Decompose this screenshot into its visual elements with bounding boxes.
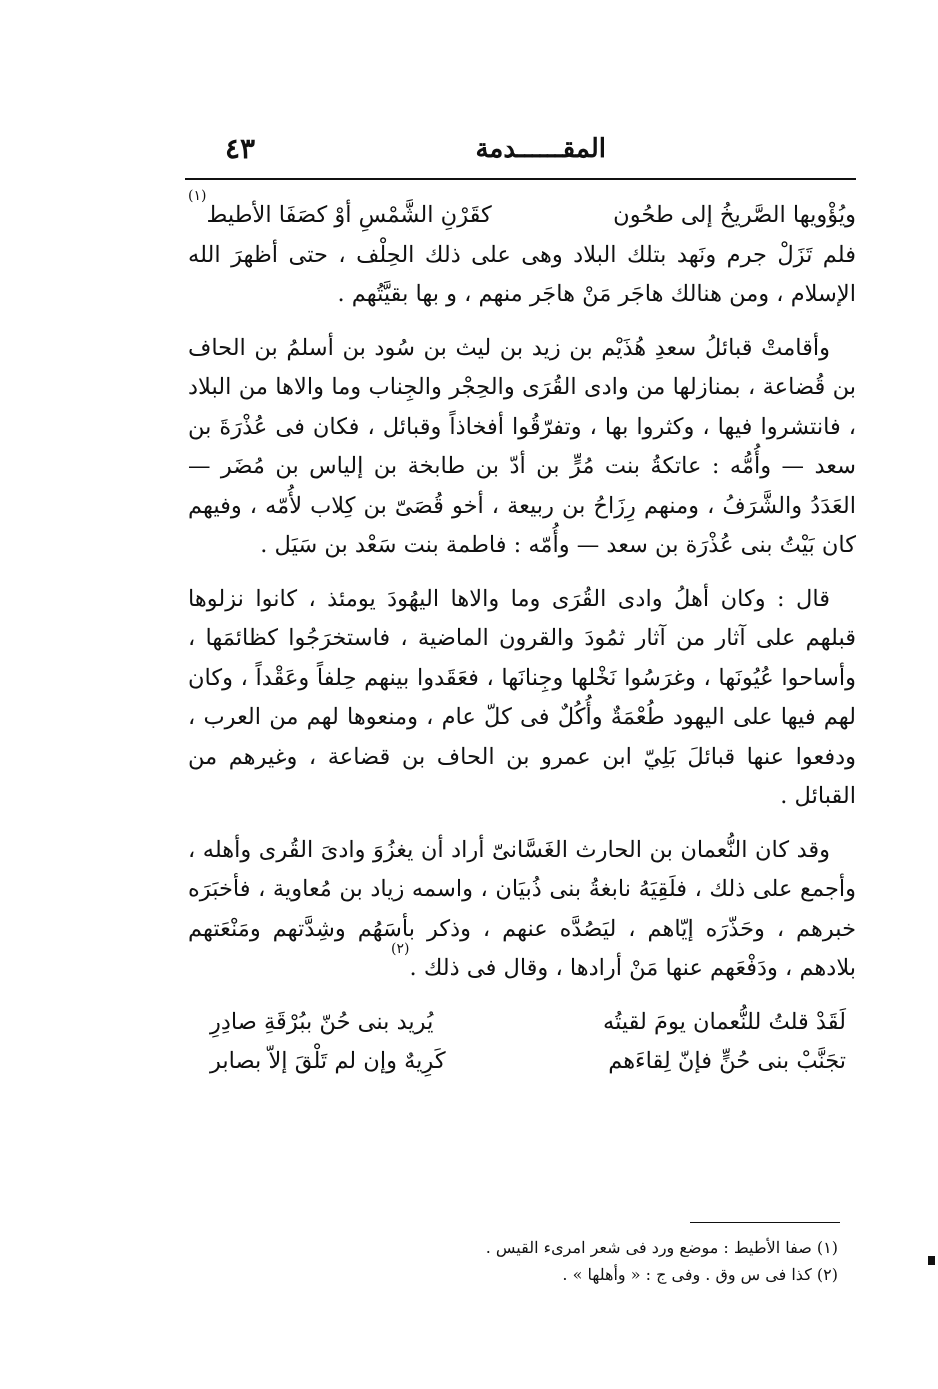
paragraph-2: وأقامتْ قبائلُ سعدِ هُذَيْم بن زيد بن ليث بن سُود بن أسلمُ بن الحاف بن قُضاعة ، بمنازلها من وادى القُرَى والحِجْر والجِناب وما والاها من البلاد ، فانتشروا فيها ، وكثروا بها ، وتفرّقُوا أفخاذاً وقبائل ، فكان فى عُذْرَةَ بن سعد — وأُمُّه : عاتكةُ بنت مُرٍّ بن أدّ بن طابخة بن إلياس بن مُضَر — العَدَدُ والشَّرَفُ ، ومنهم رِزَاحُ بن ربيعة ، أخو قُصَىّ بن كِلاب لأُمّه ، وفيهم كان بَيْتُ بنى عُذْرَة بن سعد — وأُمّه : فاطمة بنت سَعْد بن سَيَل . xyxy=(188,334,856,558)
verse-hemistich-1: لَقَدْ قلتُ للنُّعمان يومَ لقيتُه xyxy=(603,1008,846,1035)
page-number: ٤٣ xyxy=(225,132,256,165)
verse-line xyxy=(188,188,856,236)
verse-hemistich-1: تجَنَّبْ بنى حُنٍّ فإنّ لِقاءَهم xyxy=(608,1048,846,1074)
footnote-1: (١) صفا الأطيط : موضع ورد فى شعر امرىء القيس . xyxy=(485,1238,838,1257)
footnote-marker-2: (٢) xyxy=(391,941,410,957)
verse-line xyxy=(188,1003,856,1043)
paragraph-1: فلم تَزَلْ جرم ونَهد بتلك البلاد وهى على ذلك الحِلْف ، حتى أظهرَ الله الإسلام ، ومن هنالك هاجَر مَنْ هاجَر منهم ، و بها بقيَّتُهم . xyxy=(188,241,856,307)
verse-hemistich-2 xyxy=(188,188,492,236)
verse-hemistich-2: يُريد بنى حُنّ ببُرْقَةِ صادِرِ xyxy=(210,1008,434,1035)
verse-hemistich-2: كَرِيهٌ وإن لم تَلْقَ إلاّ بصابر xyxy=(210,1048,446,1074)
footnote-2: (٢) كذا فى س وق . وفى ج : « وأهلها » . xyxy=(562,1265,838,1284)
main-text xyxy=(188,188,856,1082)
header-rule xyxy=(185,178,856,180)
verse-hemistich-2-text: كقَرْنِ الشَّمْسِ أوْ كصَفَا الأطيط xyxy=(206,202,492,228)
page-header xyxy=(185,128,856,176)
footnote-rule xyxy=(690,1222,840,1223)
running-title: المقــــــدمة xyxy=(475,134,606,164)
paragraph-3: قال : وكان أهلُ وادى القُرَى وما والاها اليهُودَ يومئذ ، كانوا نزلوها قبلهم على آثار من آثار ثمُودَ والقرون الماضية ، فاستخرَجُوا كظائمَها ، وأساحوا عُيُونَها ، وغرَسُوا نَخْلها وجِنانَها ، فعَقَدوا بينهم حِلفاً وعَقْداً ، وكان لهم فيها على اليهود طُعْمَةٌ وأُكُلٌ فى كلّ عام ، ومنعوها لهم من العرب ، ودفعوا عنها قبائلَ بَلِيّ ابن عمرو بن الحاف بن قضاعة ، وغيرهم من القبائل . xyxy=(188,585,856,809)
verse-line xyxy=(188,1042,856,1082)
footnote-marker-1: (١) xyxy=(188,188,207,204)
paragraph-4-text: وقد كان النُّعمان بن الحارث الغَسَّانىّ أراد أن يغزُوَ وادىَ القُرى وأهله ، وأجمع على ذلك ، فلَقِيَهُ نابغةُ بنى ذُبيَان ، واسمه زياد بن مُعاوية ، فأخبَرَه خبرهم ، وحَذّرَه إيّاهم ، ليَصُدَّه عنهم ، وذكر بأسَهُم وشِدَّتهم ومَنْعَتهم بلادهم ، ودَفْعَهم عنها مَنْ أرادها ، وقال فى ذلك . xyxy=(188,836,856,981)
paragraph-4 xyxy=(188,831,856,989)
footnotes xyxy=(188,1234,838,1288)
verse-hemistich-1: ويُؤْويها الصَّريخُ إلى طحُون xyxy=(613,202,856,228)
scan-edge-mark xyxy=(928,1256,935,1265)
